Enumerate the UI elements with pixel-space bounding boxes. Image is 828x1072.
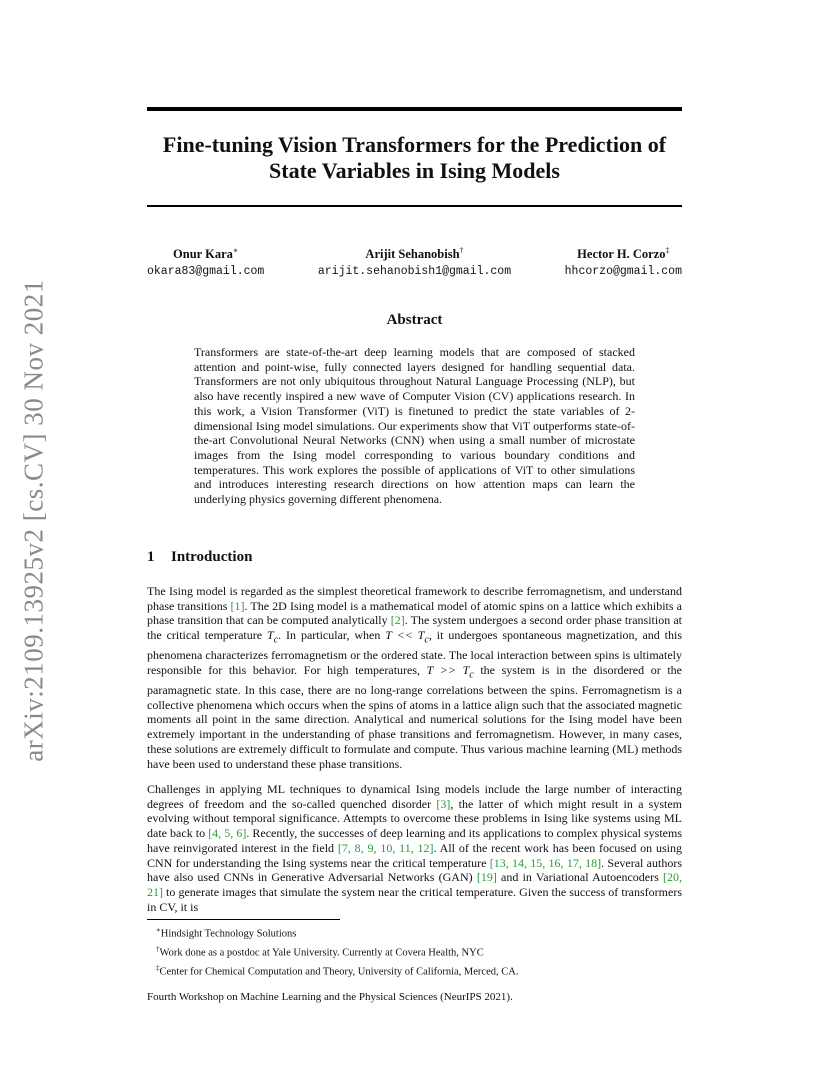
paragraph-1: The Ising model is regarded as the simplest theoretical framework to describe ferromagnetism, and understand phase transitions [1]. The 2D Ising model is a mathematical model of atomic spins on a lattice which exhibits a phase transition that can be computed analytically [2]. The system undergoes a second order phase transition at the critical temperature $T_c$. In particular, when $T << T_c$, it undergoes spontaneous magnetization, and this phenomena characterizes ferromagnetism or the ordered state. The local interaction between spins is ultimately responsible for this behavior. For high temperatures, $T >> T_c$ the system is in the disordered or the paramagnetic state. In this case, there are no long-range correlations between the spins. Ferromagnetism is a collective phenomena which occurs when the spins of atoms in a lattice align such that the associated magnetic moments all point in the same direction. Analytical and numerical solutions for the Ising model have been extremely important in the understanding of phase transitions and ferromagnetism. However, in many cases, these solutions are extremely difficult to formulate and compute. Thus various machine learning (ML) methods have been used to understand these phase transitions. [147,584,683,771]
author-name: Arijit Sehanobish† [365,246,464,262]
citation-link[interactable]: [13, 14, 15, 16, 17, 18] [489,855,602,870]
abstract-text: Transformers are state-of-the-art deep learning models that are composed of stacked attention and point-wise, fully connected layers designed for handling sequential data. Transformers are not only ubiquitous throughout Natural Language Processing (NLP), but also have recently inspired a new wave of Computer Vision (CV) applications research. In this work, a Vision Transformer (ViT) is finetuned to predict the state variables of 2-dimensional Ising model simulations. Our experiments show that ViT outperforms state-of-the-art Convolutional Neural Networks (CNN) when using a small number of microstate images from the Ising model corresponding to various boundary conditions and temperatures. This work explores the possible of applications of ViT to other simulations and introduces interesting research directions on how attention maps can learn the underlying physics governing different phenomena. [194,345,635,507]
citation-link[interactable]: [1] [230,598,245,613]
citation-link[interactable]: [3] [436,796,451,811]
paper-title: Fine-tuning Vision Transformers for the Prediction of State Variables in Ising Models [162,132,667,183]
author-email[interactable]: hhcorzo@gmail.com [564,265,682,279]
section-heading-introduction [147,549,252,566]
arxiv-stamp-text: arXiv:2109.13925v2 [cs.CV] 30 Nov 2021 [18,278,49,762]
paragraph-2: Challenges in applying ML techniques to dynamical Ising models include the large number of interacting degrees of freedom and the so-called quenched disorder [3], the latter of which might result in a system evolving without temporal significance. Attempts to overcome these problems in Ising like systems using ML date back to [4, 5, 6]. Recently, the successes of deep learning and its applications to complex physical systems have reinvigorated interest in the field [7, 8, 9, 10, 11, 12]. All of the recent work has been focused on using CNN for understanding the Ising systems near the critical temperature [13, 14, 15, 16, 17, 18]. Several authors have also used CNNs in Generative Adversarial Networks (GAN) [19] and in Variational Autoencoders [20, 21] to generate images that simulate the system near the critical temperature. Given the success of transformers in CV, it is [147,782,683,914]
citation-link[interactable]: [4, 5, 6] [208,826,247,841]
footnote: ‡Center for Chemical Computation and Theory, University of California, Merced, CA. [156,964,519,978]
author-list [147,243,682,280]
author-name: Hector H. Corzo‡ [577,246,670,262]
title-bottom-rule [147,205,682,207]
citation-link[interactable]: [19] [476,870,497,885]
author-2 [318,243,511,280]
venue-footer: Fourth Workshop on Machine Learning and the Physical Sciences (NeurIPS 2021). [147,991,513,1003]
footnotes [156,923,682,980]
footnote: ∗Hindsight Technology Solutions [156,926,297,940]
section-number: 1 [147,549,155,565]
author-email[interactable]: okara83@gmail.com [147,265,265,279]
section-title: Introduction [171,549,253,565]
math-t-greater-tc: $T >> T_c$ [426,662,474,681]
math-tc: $T_c$ [267,628,279,646]
footnote: †Work done as a postdoc at Yale University. Currently at Covera Health, NYC [156,945,484,959]
footnote-rule [147,919,340,920]
author-name: Onur Kara∗ [173,246,239,262]
author-email[interactable]: arijit.sehanobish1@gmail.com [317,265,512,279]
author-1 [147,243,264,280]
citation-link[interactable]: [7, 8, 9, 10, 11, 12] [337,840,434,855]
citation-link[interactable]: [20, 21] [147,870,682,899]
abstract-heading: Abstract [386,312,443,328]
citation-link[interactable]: [2] [390,613,405,628]
arxiv-identifier-stamp [10,280,58,760]
author-3 [565,243,682,280]
title-top-rule [147,107,682,111]
math-t-less-tc: $T << T_c$ [385,628,429,646]
